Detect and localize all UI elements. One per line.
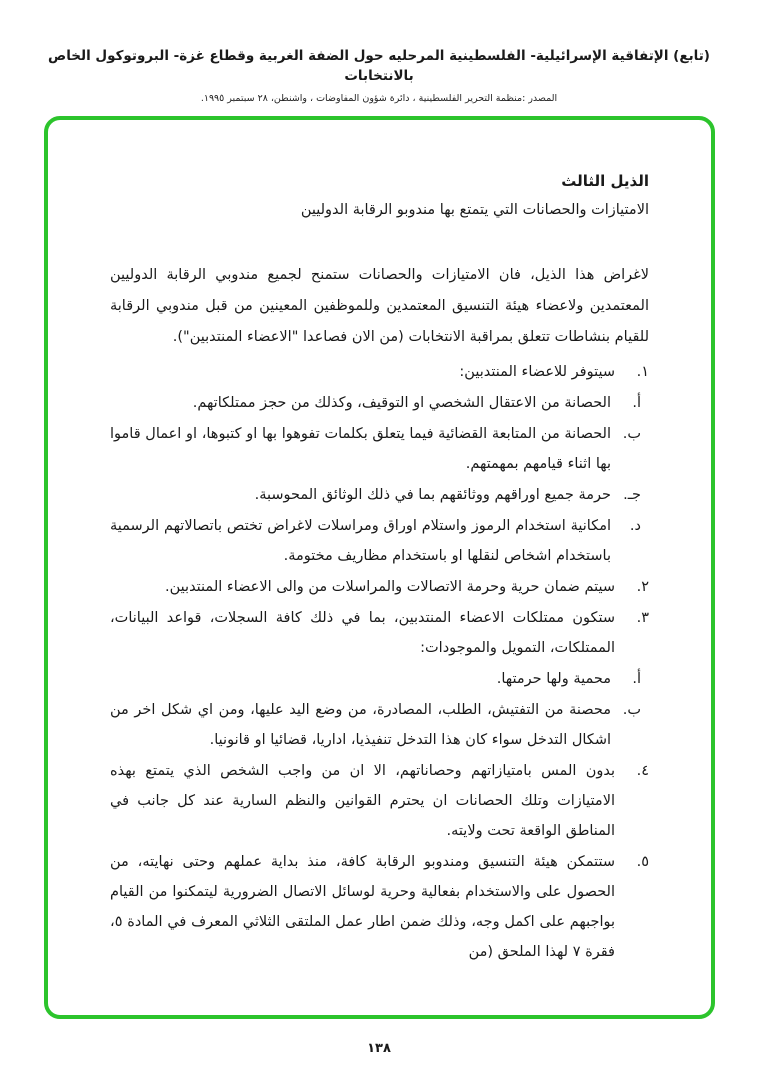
content-frame xyxy=(44,116,715,1019)
list-item-3 xyxy=(110,603,649,663)
section-subtitle: الامتيازات والحصانات التي يتمتع بها مندوبو الرقابة الدوليين xyxy=(300,202,649,218)
page-header xyxy=(0,0,758,104)
item-text: سيتوفر للاعضاء المنتدبين: xyxy=(459,364,615,380)
document-content xyxy=(48,120,711,967)
item-text: ستكون ممتلكات الاعضاء المنتدبين، بما في ذلك كافة السجلات، قواعد البيانات، الممتلكات، التمويل والموجودات: xyxy=(110,610,615,656)
item-text: حرمة جميع اوراقهم ووثائقهم بما في ذلك الوثائق المحوسبة. xyxy=(254,487,611,503)
item-text: الحصانة من المتابعة القضائية فيما يتعلق بكلمات تفوهوا بها او كتبوها، او اعمال قاموا بها اثناء قيامهم بمهمتهم. xyxy=(110,426,611,472)
intro-paragraph: لاغراض هذا الذيل، فان الامتيازات والحصانات ستمنح لجميع مندوبي الرقابة الدوليين المعتمدين ولاعضاء هيئة التنسيق المعتمدين وللموظفين المعينين من قبل مندوبي الرقابة للقيام بنشاطات تتعلق بمراقبة الانتخابات (من الان فصاعدا "الاعضاء المنتدبين"). xyxy=(110,267,649,345)
list-item-1b xyxy=(110,419,649,479)
list-item-1c xyxy=(110,480,649,510)
list-item-3b xyxy=(110,695,649,755)
item-text: محصنة من التفتيش، الطلب، المصادرة، من وضع اليد عليها، ومن اي شكل اخر من اشكال التدخل سواء كان هذا التدخل تنفيذيا، اداريا، قضائيا او قانونيا. xyxy=(110,702,611,748)
item-text: بدون المس بامتيازاتهم وحصاناتهم، الا ان من واجب الشخص الذي يتمتع بهذه الامتيازات وتلك الحصانات ان يحترم القوانين والنظم السارية عند كل جانب في المناطق الواقعة تحت ولايته. xyxy=(110,763,615,839)
list-item-1 xyxy=(110,357,649,387)
item-marker: ب. xyxy=(622,702,641,718)
item-marker: جـ. xyxy=(623,487,641,503)
page-number: ١٣٨ xyxy=(367,1041,391,1056)
item-marker: أ. xyxy=(632,671,641,687)
list-item-3a xyxy=(110,664,649,694)
document-header-title: (تابع) الإتفاقية الإسرائيلية- الفلسطينية المرحليه حول الضفة الغربية وقطاع غزة- البروتوكول الخاص بالانتخابات xyxy=(48,48,710,84)
item-marker: أ. xyxy=(632,395,641,411)
item-text: امكانية استخدام الرموز واستلام اوراق ومراسلات لاغراض تختص باتصالاتهم الرسمية باستخدام اشخاص لنقلها او باستخدام مظاريف مختومة. xyxy=(110,518,611,564)
list-item-2 xyxy=(110,572,649,602)
item-marker: ١. xyxy=(636,364,649,380)
item-marker: ٢. xyxy=(636,579,649,595)
list-item-1a xyxy=(110,388,649,418)
item-text: الحصانة من الاعتقال الشخصي او التوقيف، وكذلك من حجز ممتلكاتهم. xyxy=(192,395,611,411)
list-item-5 xyxy=(110,847,649,967)
item-text: محمية ولها حرمتها. xyxy=(496,671,611,687)
item-text: سيتم ضمان حرية وحرمة الاتصالات والمراسلات من والى الاعضاء المنتدبين. xyxy=(165,579,615,595)
list-item-1d xyxy=(110,511,649,571)
item-text: ستتمكن هيئة التنسيق ومندوبو الرقابة كافة، منذ بداية عملهم وحتى نهايته، من الحصول على والاستخدام بفعالية وحرية لوسائل الاتصال الضرورية ليتمكنوا من القيام بواجبهم على اكمل وجه، وذلك ضمن اطار عمل الملتقى الثلاثي المعرف في المادة ٥، فقرة ٧ لهذا الملحق (من xyxy=(110,854,615,960)
source-line: المصدر :منظمة التحرير الفلسطينية ، دائرة شؤون المفاوضات ، واشنطن، ٢٨ سبتمبر ١٩٩٥. xyxy=(200,93,558,104)
item-marker: ٥. xyxy=(636,854,649,870)
item-marker: ٣. xyxy=(636,610,649,626)
item-marker: ب. xyxy=(622,426,641,442)
item-marker: ٤. xyxy=(636,763,649,779)
item-marker: د. xyxy=(629,518,641,534)
list-item-4 xyxy=(110,756,649,846)
section-title: الذيل الثالث xyxy=(561,172,649,190)
